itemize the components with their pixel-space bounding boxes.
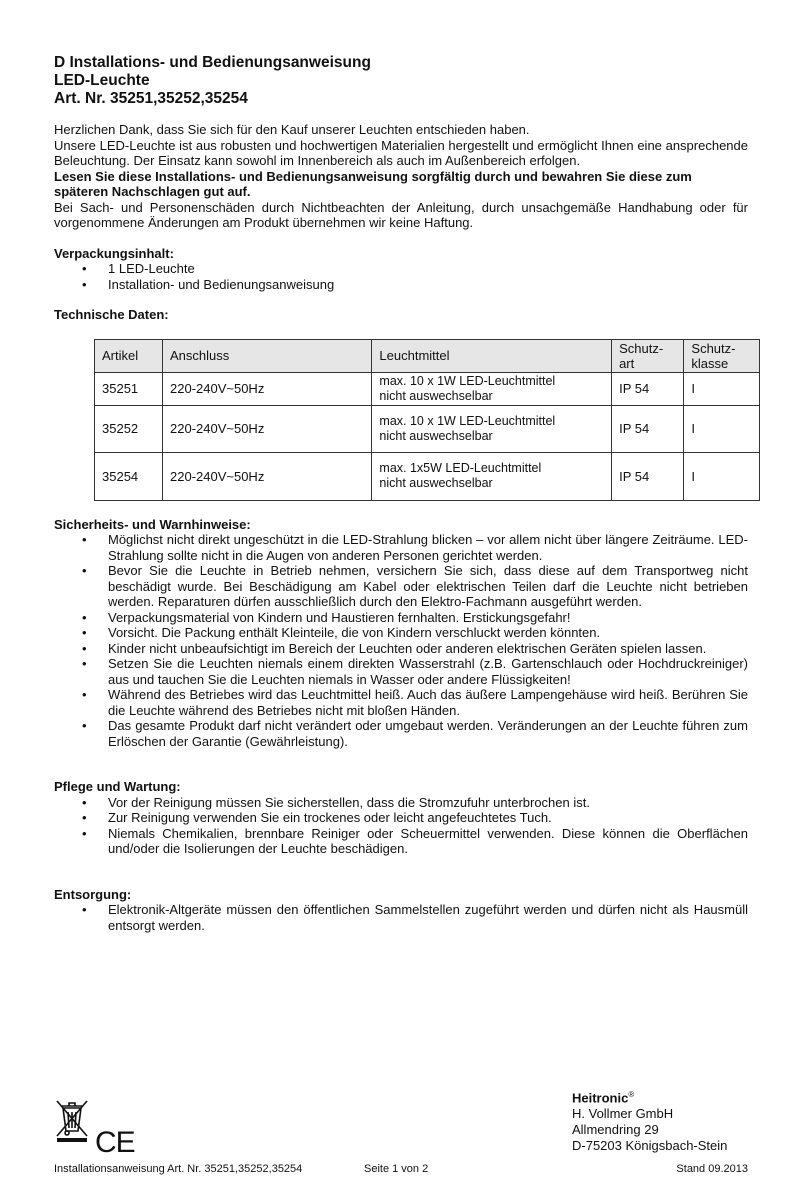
tech-heading: Technische Daten: [54,307,169,322]
table-cell: IP 54 [612,452,684,500]
list-item: • Setzen Sie die Leuchten niemals einem direkten Wasserstrahl (z.B. Gartenschlauch oder Hochdruckreiniger) aus und tauchen Sie die Leuchten niemals in Wasser oder andere Flüssigkeiten! [108,656,748,687]
table-row [95,372,760,405]
packaging-list [54,261,748,292]
table-cell: 35252 [95,405,163,452]
table-cell: I [684,405,760,452]
table-cell: IP 54 [612,405,684,452]
table-cell: 220-240V~50Hz [163,452,372,500]
company-name: H. Vollmer GmbH [572,1106,674,1122]
table-header: Schutz- art [612,339,684,372]
table-cell: IP 54 [612,372,684,405]
table-cell: max. 10 x 1W LED-Leuchtmittel nicht auswechselbar [372,405,612,452]
table-header: Schutz- klasse [684,339,760,372]
list-item: • Während des Betriebes wird das Leuchtmittel heiß. Auch das äußere Lampengehäuse wird heiß. Berühren Sie die Leuchte während des Betriebes nicht mit bloßen Händen. [108,687,748,718]
safety-heading: Sicherheits- und Warnhinweise: [54,516,251,532]
table-cell: I [684,372,760,405]
list-item: • Kinder nicht unbeaufsichtigt im Bereich der Leuchten oder anderen elektrischen Geräten spielen lassen. [108,641,748,657]
packaging-heading: Verpackungsinhalt: [54,245,174,261]
intro-thanks: Herzlichen Dank, dass Sie sich für den Kauf unserer Leuchten entschieden haben. [54,122,530,137]
footer-doc-ref: Installationsanweisung Art. Nr. 35251,35252,35254 [54,1163,303,1175]
table-header: Anschluss [163,339,372,372]
table-cell: max. 1x5W LED-Leuchtmittel nicht auswechselbar [372,452,612,500]
doc-title-line1: D Installations- und Bedienungsanweisung [54,54,371,71]
table-cell: 35251 [95,372,163,405]
table-row [95,452,760,500]
safety-list [54,532,748,749]
tech-table [94,339,760,501]
disposal-heading: Entsorgung: [54,886,132,902]
list-item: • Vorsicht. Die Packung enthält Kleinteile, die von Kindern verschluckt werden könnten. [108,625,748,641]
table-cell: 220-240V~50Hz [163,372,372,405]
care-list [54,795,748,857]
page-footer [54,1163,748,1175]
list-item: • 1 LED-Leuchte [108,261,748,277]
list-item: • Möglichst nicht direkt ungeschützt in die LED-Strahlung blicken – vor allem nicht über längere Zeiträume. LED-Strahlung sollte nicht in die Augen von anderen Personen gerichtet werden. [108,532,748,563]
table-header: Artikel [95,339,163,372]
table-header-row [95,339,760,372]
care-heading: Pflege und Wartung: [54,779,181,794]
company-street: Allmendring 29 [572,1122,659,1138]
list-item: • Zur Reinigung verwenden Sie ein trockenes oder leicht angefeuchtetes Tuch. [108,810,748,826]
list-item: • Bevor Sie die Leuchte in Betrieb nehmen, versichern Sie sich, dass diese auf dem Transportweg nicht beschädigt wurde. Bei Beschädigung am Kabel oder elektrischen Teilen darf die Leuchte nicht betrieben werden. Reparaturen dürfen ausschließlich durch den Elektro-Fachmann ausgeführt werden. [108,563,748,610]
table-cell: I [684,452,760,500]
table-row [95,405,760,452]
doc-title-line2: LED-Leuchte [54,72,150,89]
list-item: • Installation- und Bedienungsanweisung [108,277,748,293]
company-address [572,1087,727,1154]
footer-date: Stand 09.2013 [676,1163,748,1175]
disposal-list [54,902,748,933]
doc-title-line3: Art. Nr. 35251,35252,35254 [54,90,248,107]
table-cell: 220-240V~50Hz [163,405,372,452]
document-page [54,54,748,933]
list-item: • Vor der Reinigung müssen Sie sicherstellen, dass die Stromzufuhr unterbrochen ist. [108,795,748,811]
company-city: D-75203 Königsbach-Stein [572,1138,728,1154]
list-item: • Verpackungsmaterial von Kindern und Haustieren fernhalten. Erstickungsgefahr! [108,610,748,626]
list-item: • Niemals Chemikalien, brennbare Reiniger oder Scheuermittel verwenden. Diese können die Oberflächen und/oder die Isolierungen der Leuchte beschädigen. [108,826,748,857]
ce-mark-icon [95,1128,135,1158]
intro-liability: Bei Sach- und Personenschäden durch Nichtbeachten der Anleitung, durch unsachgemäße Handhabung oder für vorgenommene Änderungen am Produkt übernehmen wir keine Haftung. [54,199,748,230]
table-cell: 35254 [95,452,163,500]
crossed-out-wheelie-bin-icon [54,1098,90,1147]
intro-description: Unsere LED-Leuchte ist aus robusten und hochwertigen Materialien hergestellt und ermöglicht Ihnen eine ansprechende Beleuchtung. Der Einsatz kann sowohl im Innenbereich als auch im Außenbereich erfolgen. [54,137,748,168]
footer-page-number: Seite 1 von 2 [364,1163,429,1175]
company-brand: Heitronic [572,1090,629,1106]
ce-mark-text: CE [95,1126,135,1159]
list-item: • Das gesamte Produkt darf nicht verändert oder umgebaut werden. Veränderungen an der Leuchte führen zum Erlöschen der Garantie (Gewährleistung). [108,718,748,749]
registered-mark: ® [628,1090,635,1099]
table-cell: max. 10 x 1W LED-Leuchtmittel nicht auswechselbar [372,372,612,405]
list-item: • Elektronik-Altgeräte müssen den öffentlichen Sammelstellen zugeführt werden und dürfen nicht als Hausmüll entsorgt werden. [108,902,748,933]
intro-read-notice: Lesen Sie diese Installations- und Bedienungsanweisung sorgfältig durch und bewahren Sie diese zum späteren Nachschlagen gut auf. [54,168,692,199]
table-header: Leuchtmittel [372,339,612,372]
